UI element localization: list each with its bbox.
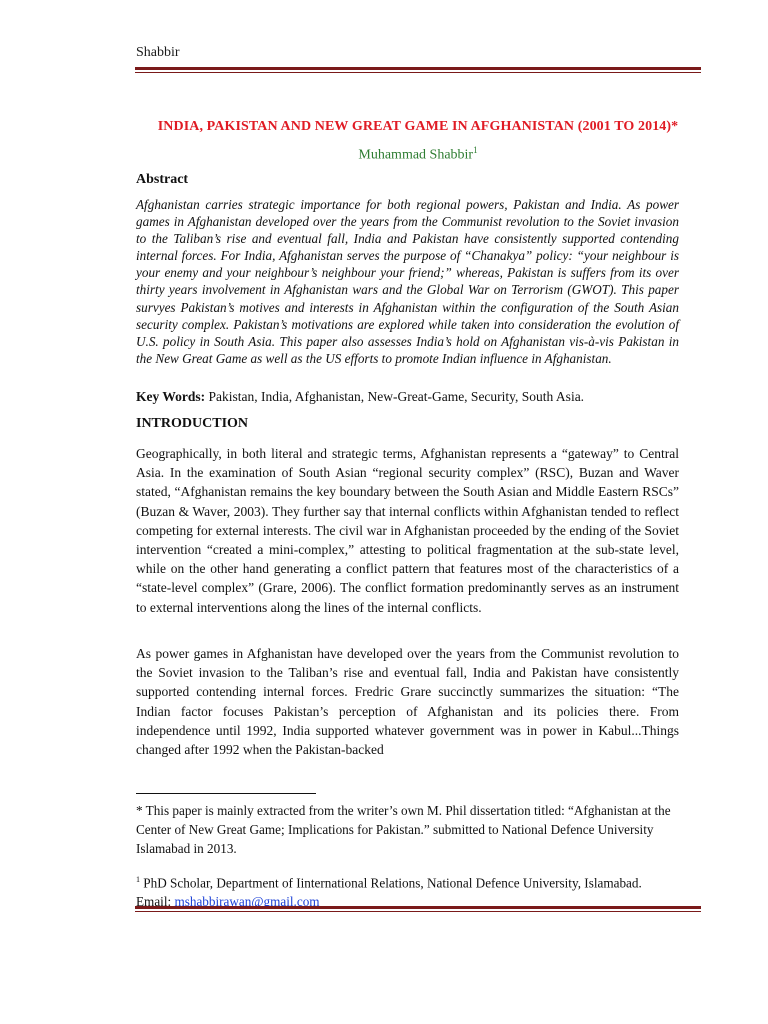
- running-head: Shabbir: [136, 45, 180, 60]
- email-label: Email:: [136, 894, 175, 910]
- author-name-text: Muhammad Shabbir: [358, 147, 474, 163]
- keywords-text: Pakistan, India, Afghanistan, New-Great-Game, Security, South Asia.: [208, 389, 585, 404]
- keywords-label: Key Words:: [136, 389, 206, 404]
- intro-paragraph-1: Geographically, in both literal and strategic terms, Afghanistan represents a “gateway” to Central Asia. In the examination of South Asian “regional security complex” (RSC), Buzan and Waver stated, “Afghanistan remains the key boundary between the South Asian and Middle Eastern RSCs” (Buzan & Waver, 2003). They further say that internal conflicts within Afghanistan tended to reflect competing for external interests. The civil war in Afghanistan proceeded by the ending of the Soviet intervention “created a mini-complex,” attesting to political fragmentation at the sub-state level, while on the other hand generating a conflict pattern that features most of the characteristics of a “state-level complex” (Grare, 2006). The conflict formation predominantly serves as an instrument to external interventions along the lines of the internal conflicts.: [136, 446, 679, 615]
- email-link[interactable]: mshabbirawan@gmail.com: [174, 894, 320, 910]
- author-name: [135, 145, 701, 164]
- header-rule: [135, 67, 701, 73]
- footnote-separator: [136, 793, 316, 794]
- article-title: INDIA, PAKISTAN AND NEW GREAT GAME IN AFGHANISTAN (2001 TO 2014)*: [157, 119, 679, 134]
- abstract-text: Afghanistan carries strategic importance for both regional powers, Pakistan and India. As power games in Afghanistan developed over the years from the Communist revolution to the Soviet invasion to the Taliban’s rise and eventual fall, India and Pakistan have consistently supported contending internal forces. For India, Afghanistan serves the purpose of “Chanakya” policy: “your neighbour is your enemy and your neighbour’s neighbour your friend;” whereas, Pakistan is suffers from its over thirty years involvement in Afghanistan wars and the Global War on Terrorism (GWOT). This paper survyes Pakistan’s motives and interests in Afghanistan within the configuration of the South Asian security complex. Pakistan’s motivations are explored while taken into consideration the evolution of U.S. policy in South Asia. This paper also assesses India’s hold on Afghanistan vis-à-vis Pakistan in the New Great Game as well as the US efforts to promote Indian influence in Afghanistan.: [136, 197, 679, 366]
- author-note-mark: 1: [473, 145, 478, 155]
- footnote-star: * This paper is mainly extracted from the writer’s own M. Phil dissertation titled: “Afghanistan at the Center of New Great Game; Implications for Pakistan.” submitted to National Defence University Islamabad in 2013.: [136, 803, 671, 856]
- introduction-heading: INTRODUCTION: [136, 416, 249, 431]
- footnote-1-text: PhD Scholar, Department of Iinternational Relations, National Defence University, Islamabad.: [140, 875, 642, 891]
- abstract-heading: Abstract: [136, 172, 189, 187]
- keywords: [136, 389, 679, 405]
- footer-rule: [135, 906, 701, 912]
- intro-paragraph-2: As power games in Afghanistan have developed over the years from the Communist revolution to the Soviet invasion to the Taliban’s rise and eventual fall, India and Pakistan have consistently supported contending internal forces. Fredric Grare succinctly summarizes the situation: “The Indian factor focuses Pakistan’s perception of Afghanistan and its policies there. From independence until 1992, India supported whatever government was in power in Kabul...Things changed after 1992 when the Pakistan-backed: [136, 646, 679, 758]
- footnote-1-mark: 1: [136, 875, 140, 884]
